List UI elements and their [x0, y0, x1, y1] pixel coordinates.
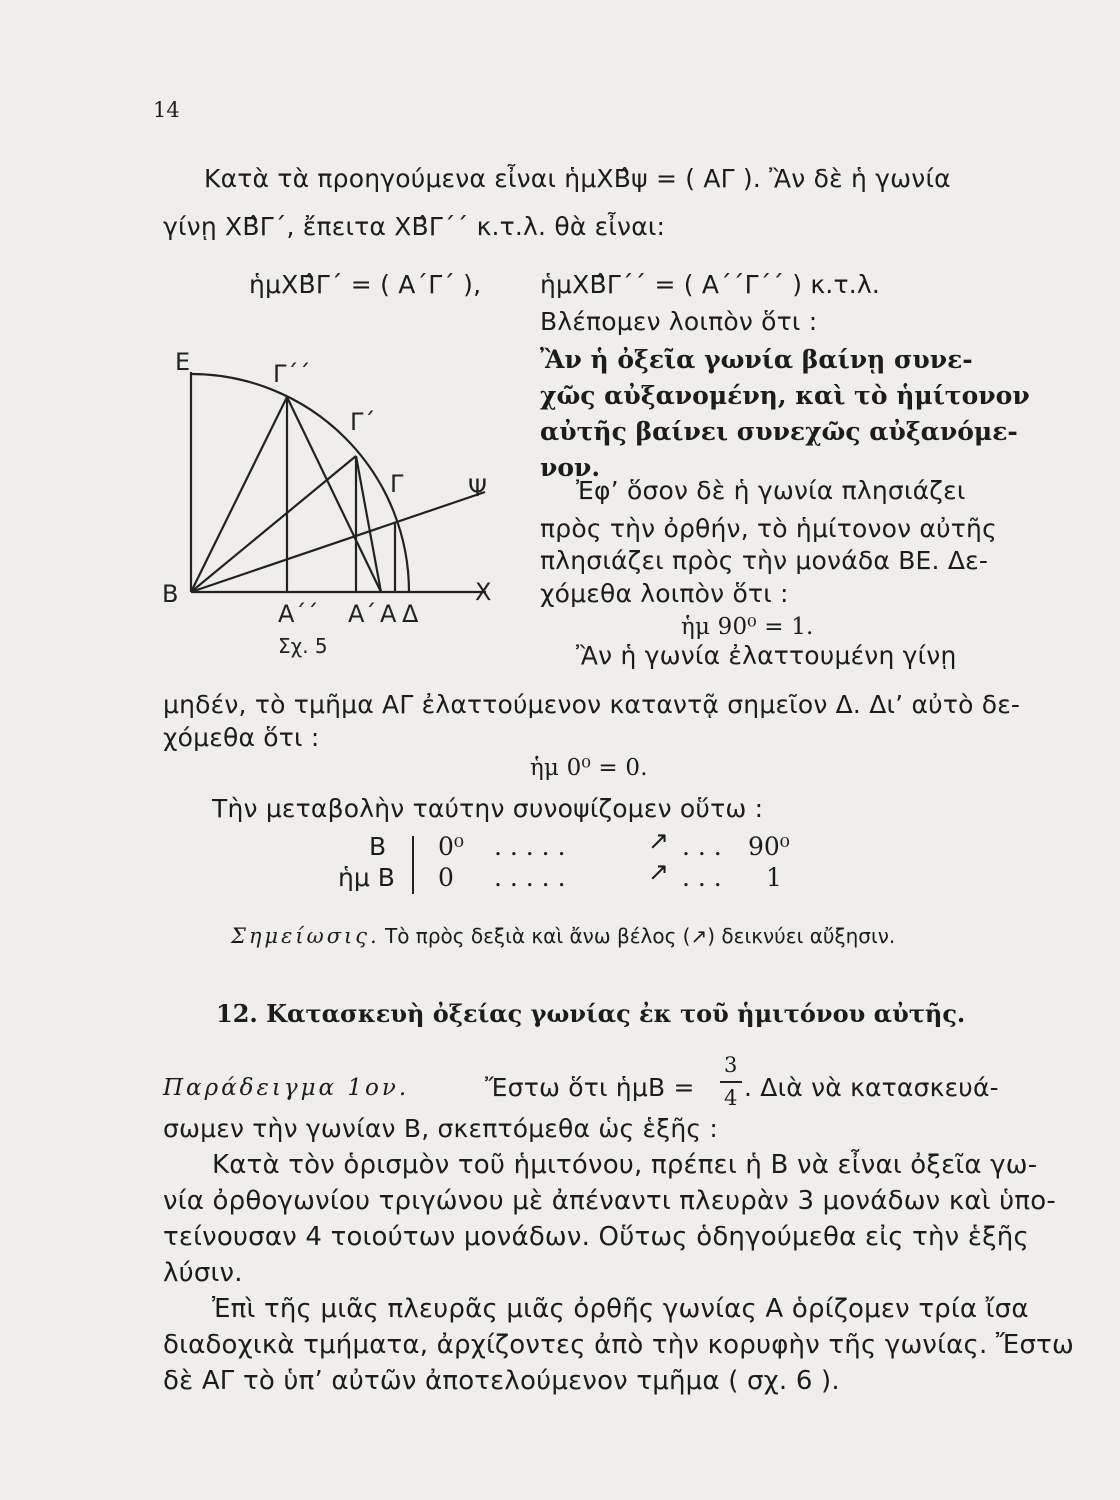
section-heading: 12. Κατασκευὴ ὀξείας γωνίας ἐκ τοῦ ἡμιτόνου αὐτῆς.: [216, 999, 966, 1028]
text-line: διαδοχικὰ τμήματα, ἀρχίζοντες ἀπὸ τὴν κορυφὴν τῆς γωνίας. Ἔστω: [163, 1330, 1074, 1360]
increase-arrow-icon: ↗: [648, 857, 669, 886]
text-line: Ἔστω ὅτι ἡμΒ =: [485, 1073, 695, 1102]
text-line: Ἂν ἡ γωνία ἐλαττουμένη γίνῃ: [576, 641, 957, 670]
text-line: Βλέπομεν λοιπὸν ὅτι :: [540, 307, 818, 336]
note-text: Τὸ πρὸς δεξιὰ καὶ ἄνω βέλος (↗) δεικνύει αὔξησιν.: [385, 924, 896, 948]
text-line: λύσιν.: [163, 1258, 243, 1288]
text-line: . Διὰ νὰ κατασκευά-: [744, 1073, 999, 1102]
text-line: Ἐπὶ τῆς μιᾶς πλευρᾶς μιᾶς ὀρθῆς γωνίας Α ὁρίζομεν τρία ἴσα: [212, 1294, 1029, 1324]
label-B: Β: [162, 580, 179, 608]
bold-statement: νον.: [540, 453, 601, 482]
table-dots: . . . . .: [494, 832, 566, 861]
table-dots: . . .: [682, 863, 722, 892]
table-dots: . . .: [682, 832, 722, 861]
bold-statement: Ἂν ἡ ὀξεῖα γωνία βαίνῃ συνε-: [540, 345, 973, 374]
fraction-bar: [720, 1081, 742, 1083]
label-X: Χ: [475, 578, 492, 606]
text-line: Τὴν μεταβολὴν ταύτην συνοψίζομεν οὕτω :: [212, 794, 764, 823]
table-dots: . . . . .: [494, 863, 566, 892]
label-A: Α: [380, 600, 397, 628]
bold-statement: χῶς αὐξανομένη, καὶ τὸ ἡμίτονον: [540, 381, 1030, 410]
text-line: γίνῃ ΧΒ̂Γ΄, ἔπειτα ΧΒ̂Γ΄΄ κ.τ.λ. θὰ εἶναι:: [163, 212, 666, 241]
label-G2: Γ΄΄: [273, 360, 311, 388]
table-value: 90⁰: [748, 832, 790, 861]
text-line: Ἐφ’ ὅσον δὲ ἡ γωνία πλησιάζει: [576, 476, 966, 505]
text-line: χόμεθα λοιπὸν ὅτι :: [540, 579, 789, 608]
text-line: Κατὰ τὰ προηγούμενα εἶναι ἡμΧΒ̂ψ = ( ΑΓ ). Ἂν δὲ ἡ γωνία: [204, 164, 951, 193]
increase-arrow-icon: ↗: [648, 826, 669, 855]
radius-BG2: [191, 397, 287, 592]
text-line: δὲ ΑΓ τὸ ὑπ’ αὐτῶν ἀποτελούμενον τμῆμα ( σχ. 6 ).: [163, 1366, 840, 1396]
chord-line-2: [356, 456, 381, 592]
text-line: σωμεν τὴν γωνίαν Β, σκεπτόμεθα ὡς ἑξῆς :: [163, 1114, 719, 1143]
label-G1: Γ΄: [350, 408, 376, 436]
equation: ἡμΧΒ̂Γ΄ = ( Α΄Γ΄ ),: [249, 270, 482, 299]
table-value: 0: [438, 863, 454, 892]
text-line: χόμεθα ὅτι :: [163, 723, 320, 752]
text-line: Κατὰ τὸν ὁρισμὸν τοῦ ἡμιτόνου, πρέπει ἡ Β νὰ εἶναι ὀξεῖα γω-: [212, 1150, 1038, 1180]
text-line: νία ὀρθογωνίου τριγώνου μὲ ἀπέναντι πλευρὰν 3 μονάδων καὶ ὑπο-: [163, 1186, 1056, 1216]
text-line: πρὸς τὴν ὀρθήν, τὸ ἡμίτονον αὐτῆς: [540, 514, 997, 543]
radius-BG1: [191, 456, 356, 592]
table-label: ἡμ Β: [338, 863, 395, 892]
bold-statement: αὐτῆς βαίνει συνεχῶς αὐξανόμε-: [540, 417, 1018, 446]
fraction-denominator: 4: [724, 1086, 738, 1110]
ray-BPsi: [191, 492, 485, 592]
fraction-numerator: 3: [724, 1053, 738, 1077]
label-Psi: Ψ: [468, 474, 487, 502]
text-line: πλησιάζει πρὸς τὴν μονάδα ΒΕ. Δε-: [540, 546, 989, 575]
table-label: Β: [369, 832, 387, 861]
table-value: 0⁰: [438, 832, 464, 861]
quarter-circle-arc: [191, 374, 409, 592]
note-label: Σημείωσις.: [231, 924, 380, 948]
figure-caption: Σχ. 5: [278, 634, 328, 658]
equation: ἡμ 90⁰ = 1.: [681, 614, 814, 640]
equation: ἡμΧΒ̂Γ΄΄ = ( Α΄΄Γ΄΄ ) κ.τ.λ.: [540, 270, 880, 299]
label-E: Ε: [175, 350, 191, 376]
table-value: 1: [766, 863, 782, 892]
page-number: 14: [153, 98, 180, 122]
label-D: Δ: [402, 600, 419, 628]
text-line: τείνουσαν 4 τοιούτων μονάδων. Οὕτως ὁδηγούμεθα εἰς τὴν ἑξῆς: [163, 1222, 1029, 1252]
label-A2: Α΄΄: [278, 600, 319, 628]
example-label: Παράδειγμα 1ον.: [163, 1075, 410, 1101]
figure-5-diagram: [150, 350, 550, 670]
text-line: μηδέν, τὸ τμῆμα ΑΓ ἐλαττούμενον καταντᾷ σημεῖον Δ. Δι’ αὐτὸ δε-: [163, 690, 1021, 719]
label-G: Γ: [390, 470, 404, 498]
table-divider: [412, 836, 414, 894]
label-A1: Α΄: [348, 600, 377, 628]
equation: ἡμ 0⁰ = 0.: [530, 755, 648, 781]
